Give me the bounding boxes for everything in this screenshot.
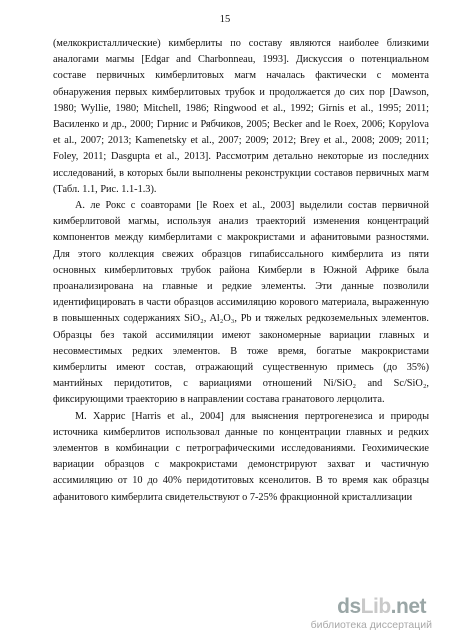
watermark-subtitle: библиотека диссертаций (310, 619, 432, 631)
paragraph-1: (мелкокристаллические) кимберлиты по составу являются наиболее близкими аналогами магмы [Edgar and Charbonneau, 1993]. Дискуссия о потенциальном составе первичных кимберлитовых магм началась фактически с момента обнаружения первых кимберлитовых трубок и продолжается до сих пор [Dawson, 1980; Wyllie, 1980; Mitchell, 1986; Ringwood et al., 1992; Girnis et al., 1995; 2011; Василенко и др., 2000; Гирнис и Рябчиков, 2005; Becker and le Roex, 2006; Kopylova et al., 2007; 2013; Kamenetsky et al., 2007; 2009; 2012; Brey et al., 2008; 2009; 2011; Foley, 2011; Dasgupta et al., 2013]. Рассмотрим детально некоторые из последних исследований, в которых были выполнены реконструкции составов первичных магм (Табл. 1.1, Рис. 1.1-1.3). (53, 38, 429, 195)
watermark-logo-lib: Lib (360, 595, 391, 618)
paragraph-3: М. Харрис [Harris et al., 2004] для выяснения пертрогенезиса и природы источника кимберлитов использовал данные по концентрации главных и редких элементов в комбинации с петрографическими исследованиями. Геохимические вариации образцов с макрокристами демонстрируют захват и частичную ассимиляцию от 10 до 40% перидотитовых ксенолитов. В то время как образцы афанитового кимберлита свидетельствуют о 7-25% фракционной кристаллизации (53, 410, 429, 503)
page-content (53, 36, 429, 506)
watermark-logo-ds: ds (337, 595, 361, 618)
dslib-watermark (286, 595, 436, 631)
page-number: 15 (219, 14, 231, 25)
watermark-logo (337, 595, 426, 619)
watermark-logo-net: .net (390, 595, 426, 618)
paragraph-2: А. ле Рокс с соавторами [le Roex et al., 2003] выделили состав первичной кимберлитовой магмы, используя анализ траекторий изменения концентраций компонентов между кимберлитами с макрокристами и афанитовыми разностями. Для этого коллекция свежих образцов гипабиссального кимберлита из пяти основных кимберлитовых трубок района Кимберли в Южной Африке была проанализирована на главные и редкие элементы. Эти данные позволили идентифицировать в части образцов ассимиляцию корового материала, выраженную в повышенных содержаниях SiO₂, Al₂O₃, Pb и тяжелых редкоземельных элементов. Образцы без такой ассимиляции имеют закономерные вариации главных и несовместимых редких элементов. В тоже время, богатые макрокристами кимберлиты имеют состав, отражающий существенную примесь (до 35%) мантийных перидотитов, с вариациями отношений Ni/SiO₂ and Sc/SiO₂, фиксирующими траекторию в направлении состава гранатового лерцолита. (53, 200, 429, 406)
